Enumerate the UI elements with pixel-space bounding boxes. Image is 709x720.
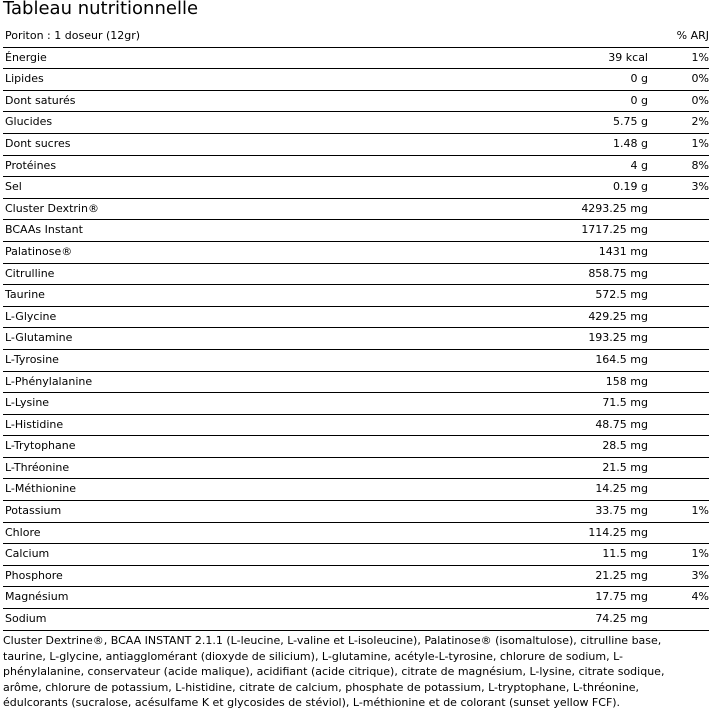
nutrient-amount: 1717.25 mg [581,223,648,237]
nutrient-name: L-Lysine [5,396,50,410]
table-row [3,501,709,523]
table-row [3,372,709,394]
portion-label: Poriton : 1 doseur (12gr) [5,29,141,42]
nutrient-amount: 14.25 mg [595,482,648,496]
nutrient-amount: 5.75 g [613,115,648,129]
nutrient-daily-pct: 3% [691,568,709,582]
nutrient-name: L-Thréonine [5,460,70,474]
nutrient-amount: 193.25 mg [588,331,648,345]
table-row [3,458,709,480]
table-row [3,285,709,307]
nutrient-amount: 4293.25 mg [581,201,648,215]
nutrient-amount: 429.25 mg [588,309,648,323]
table-row [3,69,709,91]
pct-column-header: % ARJ [676,29,709,42]
table-row [3,134,709,156]
table-row [3,199,709,221]
nutrient-daily-pct: 0% [691,93,709,107]
nutrient-name: Lipides [5,72,44,86]
nutrient-daily-pct: 1% [691,547,709,561]
nutrient-name: Potassium [5,504,62,518]
nutrient-daily-pct: 1% [691,504,709,518]
table-row [3,48,709,70]
table-row [3,91,709,113]
nutrient-amount: 71.5 mg [602,396,648,410]
nutrient-daily-pct: 8% [691,158,709,172]
nutrient-name: Taurine [5,288,45,302]
table-row [3,393,709,415]
nutrient-name: Dont sucres [5,136,71,150]
table-row [3,177,709,199]
nutrient-amount: 4 g [630,158,648,172]
nutrient-name: L-Tyrosine [5,352,59,366]
nutrient-name: L-Glycine [5,309,57,323]
nutrient-daily-pct: 1% [691,136,709,150]
table-row [3,436,709,458]
nutrient-name: L-Histidine [5,417,64,431]
nutrient-name: Phosphore [5,568,63,582]
nutrient-name: L-Trytophane [5,439,76,453]
table-row [3,264,709,286]
nutrient-name: L-Méthionine [5,482,77,496]
table-row [3,328,709,350]
nutrient-amount: 21.25 mg [595,568,648,582]
nutrient-amount: 17.75 mg [595,590,648,604]
nutrient-amount: 164.5 mg [595,352,648,366]
nutrient-amount: 11.5 mg [602,547,648,561]
nutrient-amount: 158 mg [605,374,648,388]
table-row [3,544,709,566]
table-row [3,415,709,437]
nutrition-table [3,26,709,631]
nutrient-name: Citrulline [5,266,55,280]
table-row [3,242,709,264]
nutrient-amount: 572.5 mg [595,288,648,302]
nutrient-name: BCAAs Instant [5,223,83,237]
ingredients-text: Cluster Dextrine®, BCAA INSTANT 2.1.1 (L-leucine, L-valine et L-isoleucine), Palatinose® (isomaltulose), citrulline base, taurine, L-glycine, antiagglomérant (dioxyde de silicium), L-glutamine, acétyle-L-tyrosine, chlorure de sodium, L-phénylalanine, conservateur (acide malique), acidifiant (acide citrique), citrate de magnésium, L-lysine, citrate sodique, arôme, chlorure de potassium, L-histidine, citrate de calcium, phosphate de potassium, L-tryptophane, L-thréonine, édulcorants (sucralose, acésulfame K et glycosides de stéviol), L-méthionine et de colorant (sunset yellow FCF). [3,634,665,709]
nutrient-name: Sodium [5,612,47,626]
nutrient-name: Chlore [5,525,41,539]
table-row [3,307,709,329]
nutrient-amount: 0 g [630,93,648,107]
nutrient-daily-pct: 3% [691,180,709,194]
nutrient-amount: 114.25 mg [588,525,648,539]
nutrient-amount: 74.25 mg [595,612,648,626]
table-row [3,220,709,242]
page-title: Tableau nutritionnelle [3,0,199,19]
nutrient-name: L-Glutamine [5,331,73,345]
nutrient-amount: 0 g [630,72,648,86]
nutrient-daily-pct: 0% [691,72,709,86]
table-body [3,48,709,631]
table-row [3,566,709,588]
nutrient-daily-pct: 2% [691,115,709,129]
table-row [3,112,709,134]
nutrient-amount: 48.75 mg [595,417,648,431]
table-row [3,479,709,501]
nutrient-amount: 21.5 mg [602,460,648,474]
table-row [3,156,709,178]
nutrient-amount: 1.48 g [613,136,648,150]
nutrient-name: L-Phénylalanine [5,374,93,388]
nutrient-amount: 1431 mg [598,244,648,258]
nutrient-name: Protéines [5,158,57,172]
nutrient-name: Magnésium [5,590,69,604]
nutrient-amount: 858.75 mg [588,266,648,280]
table-row [3,609,709,631]
table-header-row [3,26,709,48]
nutrient-name: Calcium [5,547,50,561]
nutrient-amount: 28.5 mg [602,439,648,453]
nutrient-name: Cluster Dextrin® [5,201,99,215]
nutrient-name: Dont saturés [5,93,76,107]
table-row [3,523,709,545]
nutrient-name: Sel [5,180,22,194]
nutrient-amount: 39 kcal [608,50,648,64]
nutrient-name: Glucides [5,115,53,129]
nutrient-name: Palatinose® [5,244,73,258]
nutrient-amount: 33.75 mg [595,504,648,518]
nutrient-name: Énergie [5,50,47,64]
nutrient-daily-pct: 1% [691,50,709,64]
nutrient-daily-pct: 4% [691,590,709,604]
table-row [3,350,709,372]
nutrient-amount: 0.19 g [613,180,648,194]
table-row [3,587,709,609]
